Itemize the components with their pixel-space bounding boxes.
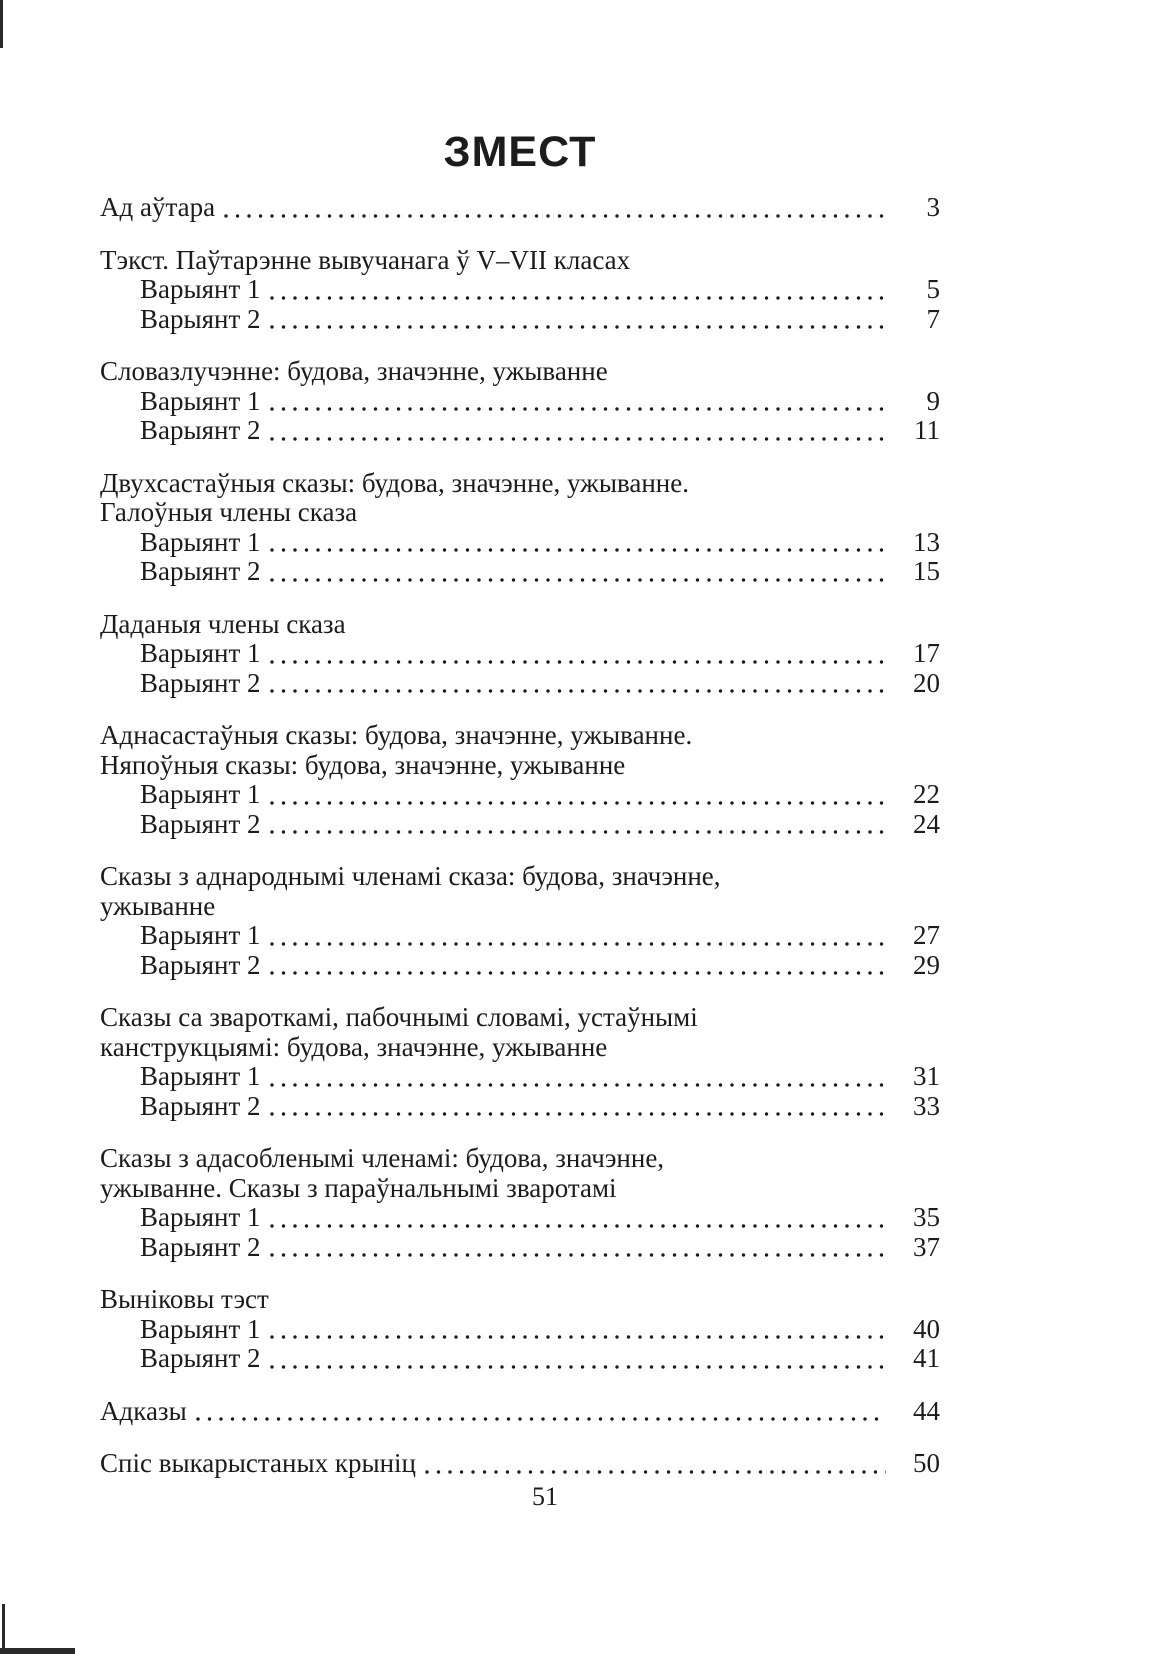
toc-row — [100, 357, 940, 387]
toc-entry-page: 9 — [926, 385, 940, 416]
toc-entry-label: Варыянт 1 — [140, 779, 261, 809]
toc-entry-page: 7 — [926, 303, 940, 334]
toc-entry-label: Ад аўтара — [100, 192, 216, 222]
toc-entry-label: Сказы са звароткамі, пабочнымі словамі, устаўнымі — [100, 1002, 698, 1032]
toc-row — [100, 1233, 940, 1263]
toc-dot-leader — [270, 942, 886, 946]
toc-dot-leader — [270, 407, 886, 411]
toc-dot-leader — [270, 578, 886, 582]
toc-row — [100, 275, 940, 305]
scan-artifact-top-left — [0, 0, 3, 48]
toc-row — [100, 810, 940, 840]
toc-entry-page: 24 — [913, 808, 940, 839]
toc-row — [100, 1174, 940, 1204]
toc-entry-page: 41 — [913, 1343, 940, 1373]
toc-entry-label: Варыянт 1 — [140, 1313, 261, 1344]
toc-entry-page: 33 — [913, 1090, 940, 1121]
toc-list — [100, 170, 940, 1479]
toc-dot-leader — [270, 1083, 886, 1087]
toc-row — [100, 1144, 940, 1174]
toc-row — [100, 639, 940, 669]
toc-row — [100, 1203, 940, 1233]
toc-entry-page: 13 — [913, 526, 940, 557]
toc-entry-label: Спіс выкарыстаных крыніц — [100, 1448, 417, 1478]
toc-entry-label: канструкцыямі: будова, значэнне, ужыванне — [100, 1031, 608, 1062]
toc-entry-label: Варыянт 2 — [140, 808, 261, 839]
toc-entry-label: Варыянт 1 — [140, 638, 261, 668]
toc-entry-label: Аднасастаўныя сказы: будова, значэнне, ужыванне. — [100, 720, 693, 750]
toc-row — [100, 557, 940, 587]
toc-entry-page: 40 — [913, 1313, 940, 1344]
toc-entry-label: Адказы — [100, 1395, 187, 1426]
toc-dot-leader — [270, 801, 886, 805]
toc-entry-label: Варыянт 2 — [140, 1090, 261, 1121]
toc-row — [100, 1003, 940, 1033]
toc-entry-label: Варыянт 2 — [140, 556, 261, 586]
toc-dot-leader — [270, 437, 886, 441]
toc-row — [100, 469, 940, 499]
toc-row — [100, 1397, 940, 1427]
toc-row — [100, 669, 940, 699]
toc-row — [100, 387, 940, 417]
toc-row — [100, 780, 940, 810]
toc-row — [100, 528, 940, 558]
toc-dot-leader — [270, 1335, 886, 1339]
page-number: 51 — [532, 1482, 558, 1511]
toc-entry-page: 31 — [913, 1061, 940, 1091]
toc-entry-label: Варыянт 2 — [140, 1343, 261, 1373]
toc-row — [100, 305, 940, 335]
toc-entry-label: Варыянт 1 — [140, 526, 261, 557]
toc-row — [100, 862, 940, 892]
scan-artifact-bottom-left-horizontal — [0, 1648, 75, 1654]
toc-dot-leader — [270, 689, 886, 693]
toc-entry-label: Няпоўныя сказы: будова, значэнне, ужыванне — [100, 749, 626, 780]
toc-entry-page: 11 — [914, 415, 940, 445]
toc-row — [100, 721, 940, 751]
toc-entry-label: Варыянт 2 — [140, 1231, 261, 1262]
toc-entry-label: Варыянт 2 — [140, 949, 261, 980]
toc-entry-label: Варыянт 1 — [140, 1061, 261, 1091]
toc-dot-leader — [270, 548, 886, 552]
toc-entry-page: 22 — [913, 779, 940, 809]
toc-row — [100, 1062, 940, 1092]
toc-row — [100, 1033, 940, 1063]
toc-dot-leader — [270, 325, 886, 329]
toc-entry-label: Варыянт 2 — [140, 415, 261, 445]
toc-entry-label: Двухсастаўныя сказы: будова, значэнне, ужыванне. — [100, 467, 689, 498]
toc-entry-label: Варыянт 2 — [140, 667, 261, 698]
toc-entry-label: Варыянт 1 — [140, 920, 261, 950]
toc-entry-label: Выніковы тэст — [100, 1284, 269, 1314]
toc-row — [100, 1092, 940, 1122]
toc-entry-label: Галоўныя члены сказа — [100, 497, 358, 527]
toc-entry-page: 17 — [913, 638, 940, 668]
toc-dot-leader — [224, 214, 886, 218]
toc-entry-label: Варыянт 2 — [140, 303, 261, 334]
toc-row — [100, 610, 940, 640]
toc-entry-page: 37 — [913, 1231, 940, 1262]
scan-artifact-bottom-left-vertical — [2, 1604, 5, 1654]
toc-dot-leader — [270, 296, 886, 300]
toc-row — [100, 892, 940, 922]
toc-dot-leader — [270, 1224, 886, 1228]
toc-entry-label: Варыянт 1 — [140, 274, 261, 304]
page-title: ЗМЕСТ — [443, 128, 597, 176]
toc-entry-label: Сказы з адасобленымі членамі: будова, значэнне, — [100, 1143, 665, 1173]
toc-entry-label: ужыванне — [100, 890, 216, 921]
toc-entry-label: Варыянт 1 — [140, 1202, 261, 1232]
toc-entry-page: 35 — [913, 1202, 940, 1232]
toc-entry-label: Сказы з аднароднымі членамі сказа: будова, значэнне, — [100, 861, 721, 891]
toc-row — [100, 498, 940, 528]
toc-entry-label: Варыянт 1 — [140, 385, 261, 416]
toc-entry-label: ужыванне. Сказы з параўнальнымі зваротамі — [100, 1172, 617, 1203]
toc-row — [100, 1285, 940, 1315]
toc-dot-leader — [196, 1417, 886, 1421]
toc-row — [100, 416, 940, 446]
toc-entry-page: 5 — [926, 274, 940, 304]
toc-row — [100, 1449, 940, 1479]
toc-entry-page: 3 — [926, 192, 940, 222]
toc-entry-page: 44 — [913, 1395, 940, 1426]
toc-entry-label: Словазлучэнне: будова, значэнне, ужыванне — [100, 356, 608, 386]
toc-dot-leader — [270, 971, 886, 975]
toc-entry-label: Даданыя члены сказа — [100, 608, 346, 639]
toc-dot-leader — [270, 830, 886, 834]
toc-entry-label: Тэкст. Паўтарэнне вывучанага ў V–VII класах — [100, 244, 631, 275]
toc-dot-leader — [425, 1470, 886, 1474]
toc-entry-page: 20 — [913, 667, 940, 698]
toc-entry-page: 27 — [913, 920, 940, 950]
toc-dot-leader — [270, 660, 886, 664]
toc-row — [100, 246, 940, 276]
toc-dot-leader — [270, 1112, 886, 1116]
toc-entry-page: 15 — [913, 556, 940, 586]
toc-row — [100, 951, 940, 981]
toc-dot-leader — [270, 1253, 886, 1257]
toc-entry-page: 29 — [913, 949, 940, 980]
toc-row — [100, 921, 940, 951]
toc-row — [100, 751, 940, 781]
toc-dot-leader — [270, 1365, 886, 1369]
toc-row — [100, 1344, 940, 1374]
toc-entry-page: 50 — [913, 1448, 940, 1478]
toc-row — [100, 1315, 940, 1345]
toc-row — [100, 193, 940, 223]
